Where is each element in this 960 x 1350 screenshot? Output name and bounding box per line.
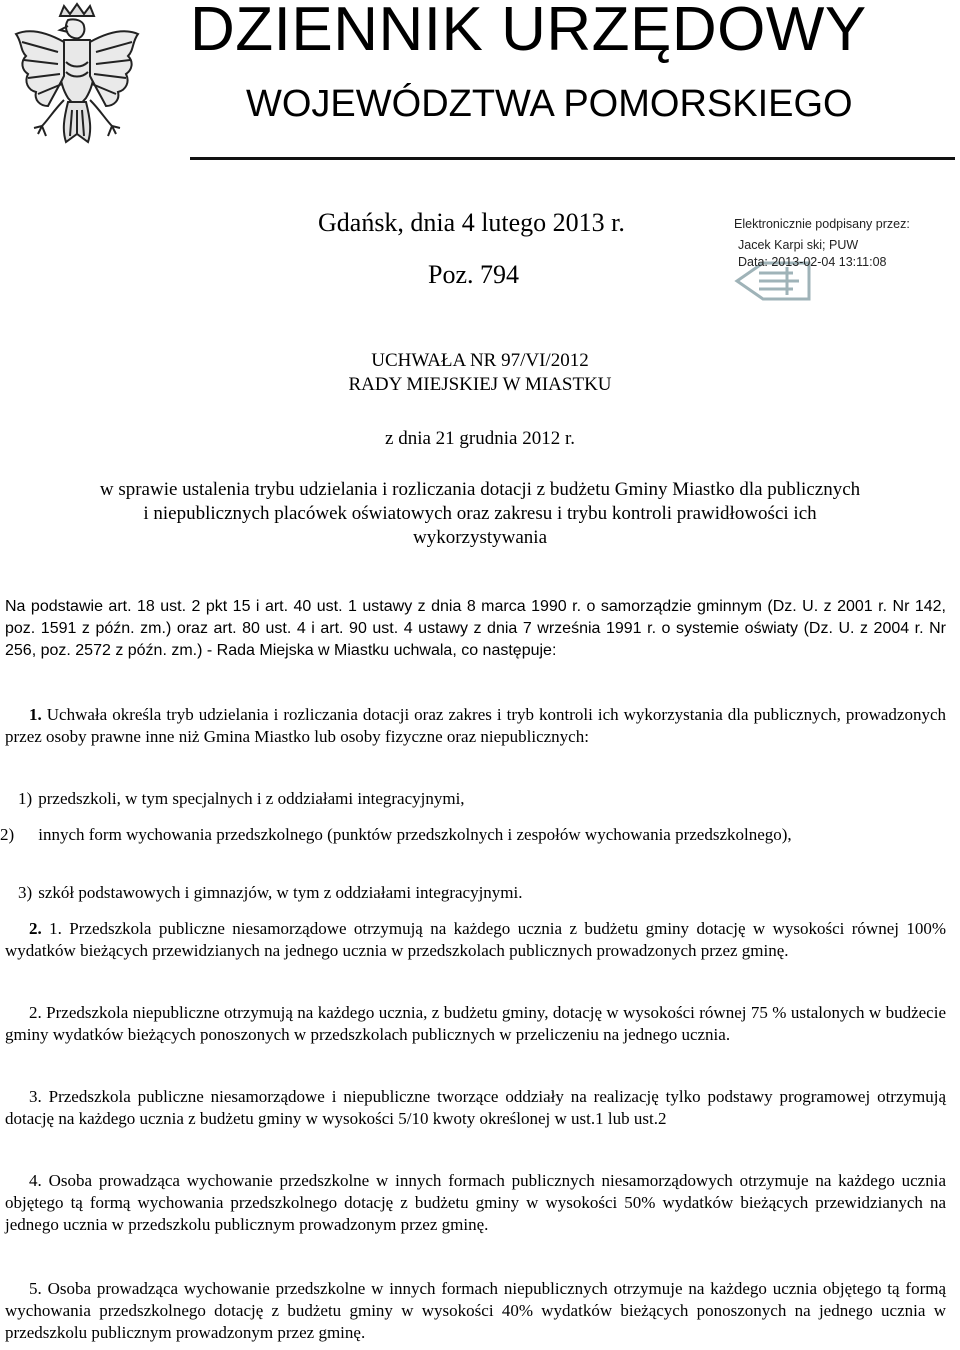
position-number: Poz. 794 bbox=[428, 260, 519, 289]
resolution-date: z dnia 21 grudnia 2012 r. bbox=[385, 428, 575, 449]
section-1-number: 1. bbox=[29, 705, 42, 724]
list-item: 1) przedszkoli, w tym specjalnych i z oddziałami integracyjnymi, bbox=[18, 789, 465, 808]
section-2-paragraph-1: 2. 1. Przedszkola publiczne niesamorządowe otrzymują na każdego ucznia z budżetu gminy dotację w wysokości równej 100% wydatków bieżących przewidzianych na jednego ucznia w przedszkolach publicznych prowadzonych przez gminę. bbox=[5, 919, 947, 960]
gazette-subtitle: WOJEWÓDZTWA POMORSKIEGO bbox=[246, 83, 853, 125]
resolution-title: UCHWAŁA NR 97/VI/2012 bbox=[371, 350, 589, 371]
publication-place-date: Gdańsk, dnia 4 lutego 2013 r. bbox=[318, 208, 625, 237]
resolution-council: RADY MIEJSKIEJ W MIASTKU bbox=[348, 374, 612, 395]
section-2-paragraph-5: 5. Osoba prowadząca wychowanie przedszkolne w innych formach niepublicznych otrzymuje na każdego ucznia objętego tą formą wychowania przedszkolnego dotację z budżetu gminy w wysokości 40% wydatków bieżących ponoszonych na jednego ucznia w przedszkolu publicznym prowadzonym przez gminę. bbox=[5, 1279, 946, 1342]
gazette-title: DZIENNIK URZĘDOWY bbox=[190, 0, 867, 64]
signature-date: Data: 2013-02-04 13:11:08 bbox=[738, 255, 887, 269]
section-2-number: 2. bbox=[29, 919, 42, 938]
resolution-subject-line-1: w sprawie ustalenia trybu udzielania i rozliczania dotacji z budżetu Gminy Miastko dla publicznych bbox=[99, 479, 861, 500]
list-item: 2) innych form wychowania przedszkolnego (punktów przedszkolnych i zespołów wychowania przedszkolnego), bbox=[0, 825, 792, 844]
signature-label: Elektronicznie podpisany przez: bbox=[734, 217, 910, 231]
electronic-signature-stamp bbox=[733, 215, 933, 310]
section-2-paragraph-3: 3. Przedszkola publiczne niesamorządowe i niepubliczne tworzące oddziały na realizację tylko podstawy programowej otrzymują dotację na każdego ucznia z budżetu gminy w wysokości 5/10 kwoty określonej w ust.1 lub ust.2 bbox=[5, 1087, 946, 1128]
list-item: 3) szkół podstawowych i gimnazjów, w tym z oddziałami integracyjnymi. bbox=[18, 883, 523, 902]
section-1-paragraph bbox=[5, 704, 946, 748]
preamble: Na podstawie art. 18 ust. 2 pkt 15 i art. 40 ust. 1 ustawy z dnia 8 marca 1990 r. o samorządzie gminnym (Dz. U. z 2001 r. Nr 142, poz. 1591 z późn. zm.) oraz art. 80 ust. 4 i art. 90 ust. 4 ustawy z dnia 7 września 1991 r. o systemie oświaty (Dz. U. z 2004 r. Nr 256, poz. 2572 z późn. zm.) - Rada Miejska w Miastku uchwala, co następuje: bbox=[5, 598, 946, 659]
section-2-paragraph-4: 4. Osoba prowadząca wychowanie przedszkolne w innych formach publicznych niesamorządowych otrzymuje na każdego ucznia objętego tą formą wychowania przedszkolnego dotację z budżetu gminy w wysokości 50% wydatków bieżących przewidzianych na jednego ucznia w przedszkolu publicznym prowadzonym przez gminę. bbox=[5, 1171, 946, 1234]
resolution-subject-line-2: i niepublicznych placówek oświatowych oraz zakresu i trybu kontroli prawidłowości ich bbox=[143, 503, 817, 524]
section-1-text: Uchwała określa tryb udzielania i rozliczania dotacji oraz zakres i tryb kontroli ich wykorzystania dla publicznych, prowadzonych przez osoby prawne inne niż Gmina Miastko lub osoby fizyczne oraz niepublicznych: bbox=[5, 705, 947, 746]
section-2-paragraph-2: 2. Przedszkola niepubliczne otrzymują na każdego ucznia, z budżetu gminy, dotację w wysokości równej 75 % ustalonych w budżecie gminy wydatków bieżących ponoszonych w przedszkolach publicznych w przeliczeniu na jednego ucznia. bbox=[5, 1003, 946, 1044]
polish-eagle-emblem-icon bbox=[8, 2, 146, 158]
signature-signer: Jacek Karpi ski; PUW bbox=[738, 238, 859, 252]
resolution-subject-line-3: wykorzystywania bbox=[412, 527, 548, 548]
masthead-divider bbox=[190, 157, 955, 160]
